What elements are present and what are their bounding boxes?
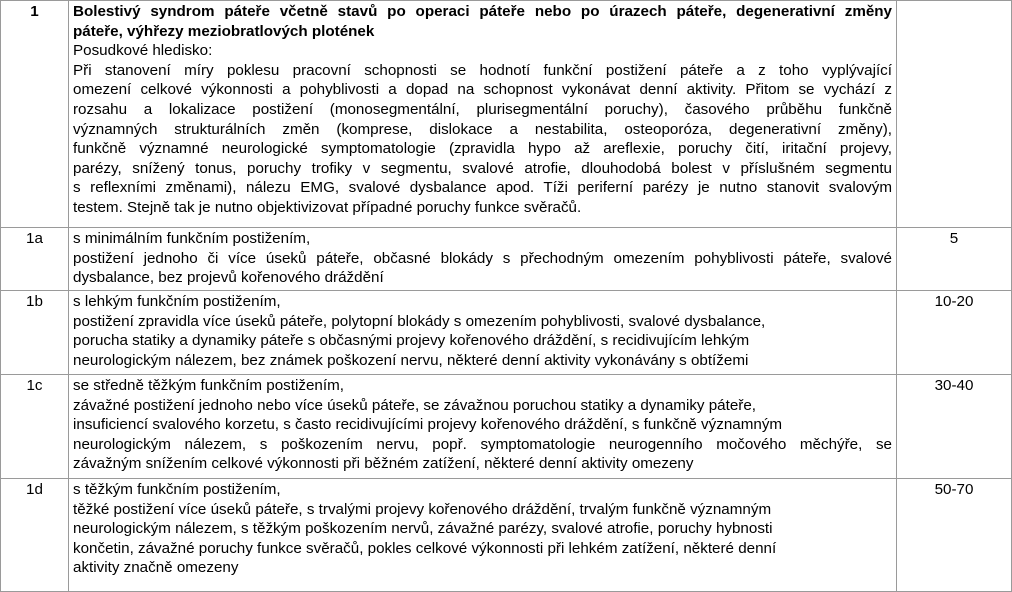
- desc-line: s lehkým funkčním postižením,: [73, 293, 281, 310]
- row-value: 50-70: [897, 479, 1012, 592]
- desc-line: končetin, závažné poruchy funkce svěračů, pokles celkové výkonnosti při lehkém zatížení, některé denní: [73, 539, 777, 557]
- row-description: [69, 1, 897, 228]
- desc-line: neurologickým nálezem, s poškozením nervu, popř. symptomatologie neurogenního močového měchýře, se: [73, 435, 892, 453]
- desc-line: porucha statiky a dynamiky páteře s občasnými projevy kořenového dráždění, s recidivujícím lehkým: [73, 332, 750, 350]
- row-description: [69, 291, 897, 375]
- title-line: páteře, výhřezy meziobratlových plotének: [73, 22, 375, 40]
- row-code: 1b: [1, 291, 69, 375]
- section-title: [73, 2, 892, 41]
- desc-line: dysbalance, bez projevů kořenového dráždění: [73, 269, 384, 287]
- row-code: 1a: [1, 228, 69, 291]
- desc-line: insuficiencí svalového korzetu, s často recidivujícími projevy kořenového dráždění, s funkčně významným: [73, 416, 783, 434]
- desc-line: závažné postižení jednoho nebo více úseků páteře, se závažnou poruchou statiky a dynamiky páteře,: [73, 396, 757, 414]
- row-description: [69, 375, 897, 479]
- table-row-1a: [1, 228, 1012, 291]
- desc-line: se středně těžkým funkčním postižením,: [73, 377, 344, 394]
- desc-line: neurologickým nálezem, bez známek poškození nervu, některé denní aktivity vykonávány s obtížemi: [73, 351, 749, 369]
- row-description: [69, 228, 897, 291]
- table-row-1c: [1, 375, 1012, 479]
- subheading: Posudkové hledisko:: [73, 42, 213, 60]
- body-line: parézy, snížený tonus, poruchy trofiky v segmentu, svalové atrofie, dlouhodobá bolest v příslušném segmentu: [73, 159, 892, 177]
- row-value: 10-20: [897, 291, 1012, 375]
- row-value: 5: [897, 228, 1012, 291]
- row-code: 1: [1, 1, 69, 228]
- body-line: testem. Stejně tak je nutno objektivizovat případné poruchy funkce svěračů.: [73, 198, 582, 216]
- desc-line: s těžkým funkčním postižením,: [73, 481, 281, 498]
- body-line: s reflexními změnami), nálezu EMG, svalové dysbalance apod. Tíži periferní parézy je nutno stanovit svalovým: [73, 179, 892, 197]
- row-code: 1d: [1, 479, 69, 592]
- title-line: Bolestivý syndrom páteře včetně stavů po operaci páteře nebo po úrazech páteře, degenerativní změny: [73, 3, 892, 20]
- row-value: 30-40: [897, 375, 1012, 479]
- desc-line: závažným snížením celkové výkonnosti při běžném zatížení, některé denní aktivity omezeny: [73, 455, 694, 473]
- row-description: [69, 479, 897, 592]
- desc-line: neurologickým nálezem, s těžkým poškozením nervů, závažné parézy, svalové atrofie, poruchy hybnosti: [73, 520, 773, 538]
- desc-line: těžké postižení více úseků páteře, s trvalými projevy kořenového dráždění, trvalým funkčně významným: [73, 500, 772, 518]
- desc-line: aktivity značně omezeny: [73, 559, 239, 577]
- desc-line: postižení jednoho či více úseků páteře, občasné blokády s přechodným omezením pohyblivosti páteře, svalové: [73, 249, 892, 267]
- body-line: rozsahu a lokalizace postižení (monosegmentální, plurisegmentální poruchy), časového průběhu funkčně: [73, 100, 892, 118]
- row-value: [897, 1, 1012, 228]
- row-code: 1c: [1, 375, 69, 479]
- desc-line: postižení zpravidla více úseků páteře, polytopní blokády s omezením pohyblivosti, svalové dysbalance,: [73, 312, 766, 330]
- body-line: významných strukturálních změn (komprese, dislokace a nestabilita, osteoporóza, degenerativní změny),: [73, 120, 892, 138]
- desc-line: s minimálním funkčním postižením,: [73, 230, 311, 247]
- body-line: omezení celkové výkonnosti a pohyblivosti a dopad na schopnost vykonávat denní aktivity. Přitom se vychází z: [73, 81, 892, 99]
- body-line: Při stanovení míry poklesu pracovní schopnosti se hodnotí funkční postižení páteře a z toho vyplývající: [73, 61, 892, 79]
- body-line: funkčně významné neurologické symptomatologie (zpravidla hypo až areflexie, poruchy čití, iritační projevy,: [73, 140, 892, 158]
- table-row-1b: [1, 291, 1012, 375]
- table-row-1d: [1, 479, 1012, 592]
- table-row-1: [1, 1, 1012, 228]
